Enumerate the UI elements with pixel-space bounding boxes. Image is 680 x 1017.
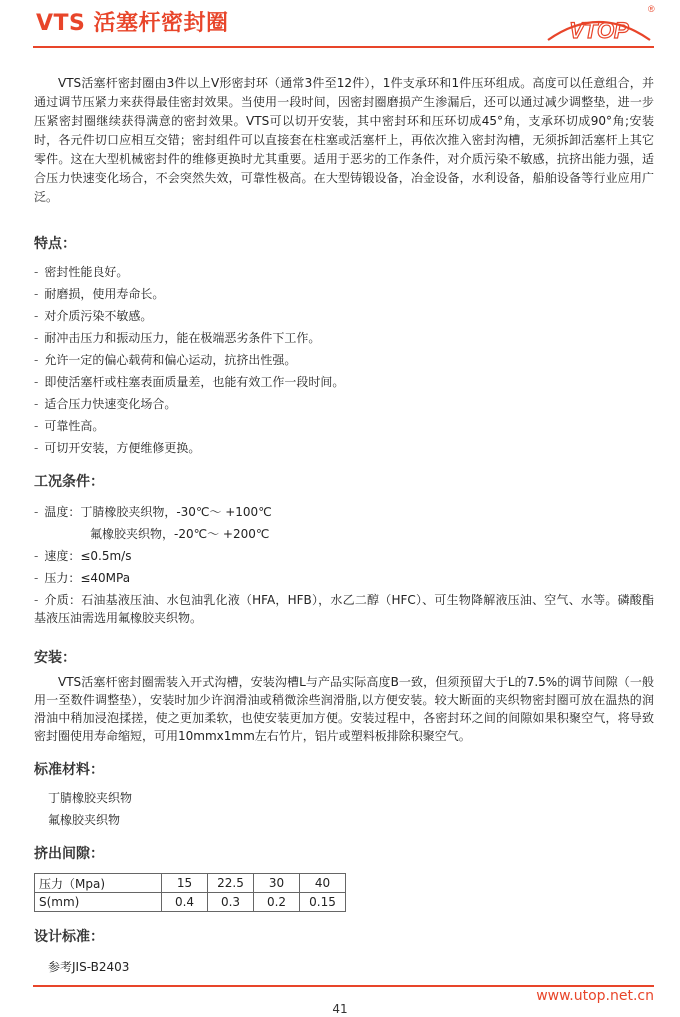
list-item: - 对介质污染不敏感。 xyxy=(34,309,153,323)
list-item: - 即使活塞杆或柱塞表面质量差，也能有效工作一段时间。 xyxy=(34,375,345,389)
table-cell: 40 xyxy=(300,874,346,893)
main-content xyxy=(34,74,654,975)
features-heading: 特点： xyxy=(34,236,76,252)
table-row xyxy=(35,874,346,893)
page-number: 41 xyxy=(332,1002,348,1016)
pressure-line: - 压力：≤40MPa xyxy=(34,571,131,585)
intro-paragraph: VTS活塞杆密封圈由3件以上V形密封环（通常3件至12件），1件支承环和1件压环组成。高度可以任意组合，并通过调节压紧力来获得最佳密封效果。当使用一段时间，因密封圈磨损产生渗漏后，还可以通过减少调整垫，进一步压紧密封圈继续获得满意的密封效果。VTS可以切开安装，其中密封环和压环切成45°角，支承环切成90°角;安装时，各元件切口应相互交错；密封组件可以直接套在柱塞或活塞杆上，再依次推入密封沟槽，无须拆卸活塞杆上其它零件。这在大型机械密封件的维修更换时尤其重要。适用于恶劣的工作条件，对介质污染不敏感，抗挤出能力强，适合压力快速变化场合，不会突然失效，可靠性极高。在大型铸锻设备，冶金设备，水利设备，船舶设备等行业应用广泛。 xyxy=(34,76,654,204)
extrusion-heading: 挤出间隙： xyxy=(34,846,104,862)
brand-logo xyxy=(540,2,658,44)
temperature-line: - 温度：丁腈橡胶夹织物，-30℃～ +100℃ xyxy=(34,505,272,519)
design-standard: 参考JIS-B2403 xyxy=(48,960,130,974)
materials-heading: 标准材料： xyxy=(34,762,104,778)
list-item: 丁腈橡胶夹织物 xyxy=(48,791,133,805)
list-item: - 耐冲击压力和振动压力，能在极端恶劣条件下工作。 xyxy=(34,331,321,345)
list-item: - 适合压力快速变化场合。 xyxy=(34,397,177,411)
table-cell: 压力（Mpa) xyxy=(35,874,162,893)
conditions-heading: 工况条件： xyxy=(34,474,104,490)
speed-line: - 速度：≤0.5m/s xyxy=(34,549,132,563)
table-cell: 0.3 xyxy=(208,893,254,912)
table-cell: 0.2 xyxy=(254,893,300,912)
header-rule xyxy=(33,46,654,48)
footer-url-link[interactable]: www.utop.net.cn xyxy=(536,988,654,1004)
list-item: - 可切开安装，方便维修更换。 xyxy=(34,441,201,455)
list-item: - 允许一定的偏心载荷和偏心运动，抗挤出性强。 xyxy=(34,353,297,367)
page-title: VTS 活塞杆密封圈 xyxy=(36,11,229,36)
table-cell: 0.15 xyxy=(300,893,346,912)
registered-mark: ® xyxy=(648,4,655,14)
conditions-block xyxy=(34,501,654,627)
list-item: - 耐磨损，使用寿命长。 xyxy=(34,287,165,301)
installation-paragraph: VTS活塞杆密封圈需装入开式沟槽，安装沟槽L与产品实际高度B一致，但须预留大于L的7.5%的调节间隙（一般用一至数件调整垫），安装时加少许润滑油或稍微涂些润滑脂,以方便安装。较大断面的夹织物密封圈可放在温热的润滑油中稍加浸泡揉搓，使之更加柔软，也使安装更加方便。安装过程中，各密封环之间的间隙如果积聚空气，将导致密封圈使用寿命缩短，可用10mmx1mm左右竹片，铝片或塑料板排除积聚空气。 xyxy=(34,675,655,743)
list-item: 氟橡胶夹织物 xyxy=(48,813,121,827)
footer-rule xyxy=(33,985,654,987)
table-row xyxy=(35,893,346,912)
list-item: - 密封性能良好。 xyxy=(34,265,129,279)
design-heading: 设计标准： xyxy=(34,929,104,945)
table-cell: 0.4 xyxy=(162,893,208,912)
table-cell: 15 xyxy=(162,874,208,893)
logo-text: VTOP xyxy=(569,18,629,43)
media-line: - 介质：石油基液压油、水包油乳化液（HFA，HFB），水乙二醇（HFC）、可生物降解液压油、空气、水等。磷酸酯基液压油需选用氟橡胶夹织物。 xyxy=(34,593,654,625)
table-cell: 22.5 xyxy=(208,874,254,893)
features-list xyxy=(34,261,654,459)
table-cell: 30 xyxy=(254,874,300,893)
table-cell: S(mm) xyxy=(35,893,162,912)
installation-heading: 安装： xyxy=(34,650,76,666)
list-item: - 可靠性高。 xyxy=(34,419,105,433)
materials-list xyxy=(34,787,654,831)
extrusion-table xyxy=(34,873,346,912)
utop-logo-graphic xyxy=(540,2,658,44)
temperature-line-2: 氟橡胶夹织物，-20℃～ +200℃ xyxy=(90,527,270,541)
